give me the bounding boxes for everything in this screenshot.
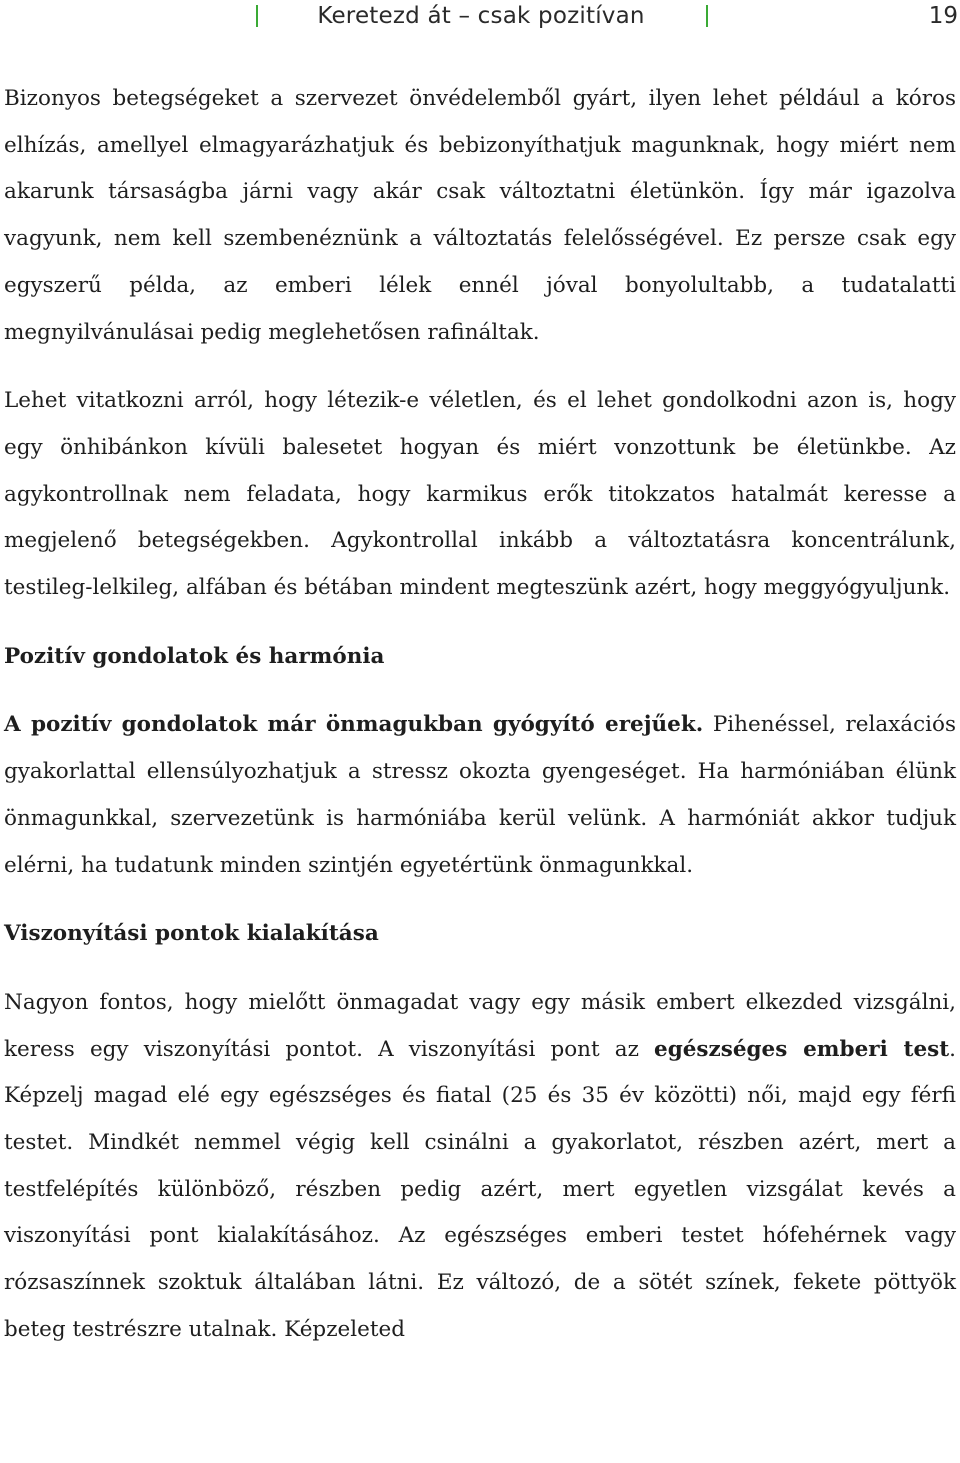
- section-heading: Viszonyítási pontok kialakítása: [4, 921, 379, 947]
- paragraph: Bizonyos betegségeket a szervezet önvédelemből gyárt, ilyen lehet például a kóros elhízás, amellyel elmagyarázhatjuk és bebizonyíthatjuk magunknak, hogy miért nem akarunk társaságba járni vagy akár csak változtatni életünkön. Így már igazolva vagyunk, nem kell szembenéznünk a változtatás felelősségével. Ez persze csak egy egyszerű példa, az emberi lélek ennél jóval bonyolultabb, a tudatalatti megnyilvánulásai pedig meglehetősen rafináltak.: [4, 86, 956, 345]
- paragraph-text: Pihenéssel, relaxációs gyakorlattal ellensúlyozhatjuk a stressz okozta gyengeséget. Ha harmóniában élünk önmagunkkal, szervezetünk is harmóniába kerül velünk. A harmóniát akkor tudjuk elérni, ha tudatunk minden szintjén egyetértünk önmagunkkal.: [4, 712, 956, 878]
- paragraph: [4, 702, 956, 889]
- page-header: [0, 0, 960, 34]
- emphasis-text: egészséges emberi test: [654, 1036, 950, 1062]
- section-heading: Pozitív gondolatok és harmónia: [4, 643, 385, 669]
- paragraph-text: Nagyon fontos, hogy mielőtt önmagadat vagy egy másik embert elkezded vizsgálni, keress egy viszonyítási pontot. A viszonyítási pont az: [4, 989, 956, 1062]
- page-body: [4, 76, 956, 1354]
- page-number: 19: [928, 3, 958, 29]
- paragraph-text: . Képzelj magad elé egy egészséges és fiatal (25 és 35 év közötti) női, majd egy férfi testet. Mindkét nemmel végig kell csinálni a gyakorlatot, részben azért, mert a testfelépítés különböző, részben pedig azért, mert egyetlen vizsgálat kevés a viszonyítási pont kialakításához. Az egészséges emberi testet hófehérnek vagy rózsaszínnek szoktuk általában látni. Ez változó, de a sötét színek, fekete pöttyök beteg testrészre utalnak. Képzeleted: [4, 1036, 957, 1342]
- header-divider-left: [256, 5, 258, 27]
- emphasis-text: A pozitív gondolatok már önmagukban gyógyító erejűek.: [4, 712, 704, 738]
- paragraph: Lehet vitatkozni arról, hogy létezik-e véletlen, és el lehet gondolkodni azon is, hogy egy önhibánkon kívüli balesetet hogyan és miért vonzottunk be életünkbe. Az agykontrollnak nem feladata, hogy karmikus erők titokzatos hatalmát keresse a megjelenő betegségekben. Agykontrollal inkább a változtatásra koncentrálunk, testileg-lelkileg, alfában és bétában mindent megteszünk azért, hogy meggyógyuljunk.: [4, 388, 956, 601]
- header-divider-right: [706, 5, 708, 27]
- running-title: Keretezd át – csak pozitívan: [317, 3, 645, 29]
- paragraph: [4, 980, 956, 1354]
